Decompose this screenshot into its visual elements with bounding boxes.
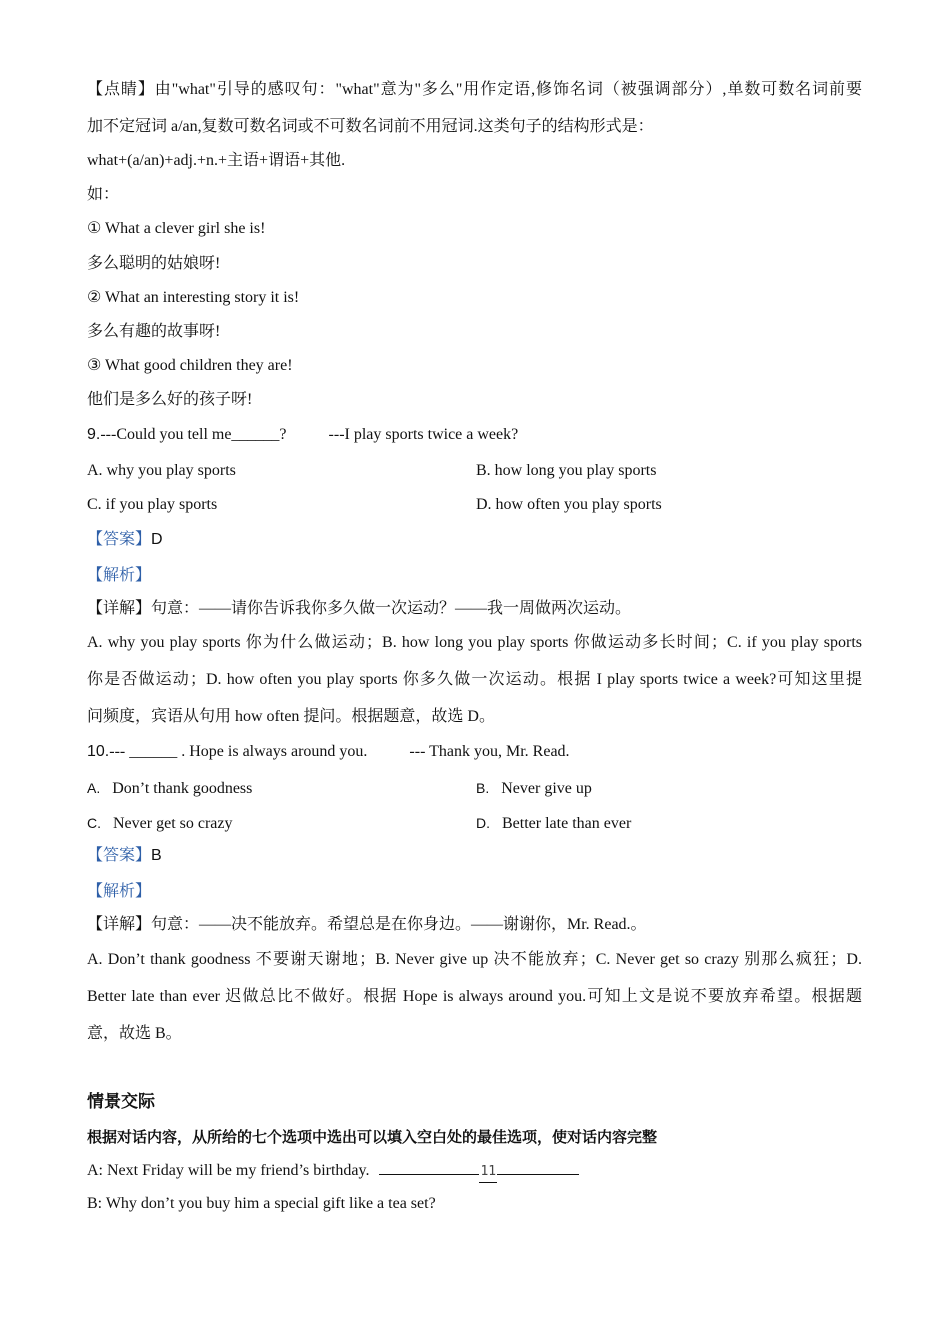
q10-detail-line-2: A. Don’t thank goodness 不要谢天谢地；B. Never give up 决不能放弃；C. Never get so crazy 别那么疯狂；D.	[87, 951, 862, 968]
example-3-en: ③ What good children they are!	[87, 357, 293, 374]
q9-stem: ---Could you tell me______?	[100, 426, 287, 443]
section-instruction: 根据对话内容，从所给的七个选项中选出可以填入空白处的最佳选项，使对话内容完整	[87, 1128, 658, 1146]
q9-answer	[87, 530, 163, 550]
q10-option-c-letter: C.	[87, 815, 101, 831]
q9-option-a[interactable]: A. why you play sports	[87, 462, 236, 479]
dialogue-line-a	[87, 1160, 579, 1183]
example-3-zh: 他们是多么好的孩子呀!	[87, 391, 253, 408]
q10-option-b-letter: B.	[476, 780, 490, 796]
q9-reply: ---I play sports twice a week?	[328, 426, 519, 443]
q10-detail-line-4: 意，故选 B。	[87, 1025, 182, 1042]
blank-11-left	[379, 1160, 479, 1175]
example-2-zh: 多么有趣的故事呀!	[87, 323, 221, 340]
q10-option-d-letter: D.	[476, 815, 490, 831]
q10-analysis-label: 【解析】	[87, 883, 152, 900]
q9-detail-line-2: A. why you play sports 你为什么做运动；B. how long you play sports 你做运动多长时间；C. if you play sports	[87, 634, 862, 651]
q10-answer-label: 【答案】	[87, 847, 152, 864]
blank-11-right	[497, 1160, 579, 1175]
q9-stem-line	[87, 425, 518, 445]
q9-option-b[interactable]: B. how long you play sports	[476, 462, 657, 479]
dianjing-line-1: 【点睛】由"what"引导的感叹句："what"意为"多么"用作定语,修饰名词（被强调部分）,单数可数名词前要	[87, 81, 862, 98]
example-1-en: ① What a clever girl she is!	[87, 220, 266, 237]
q10-number: 10.	[87, 743, 110, 760]
q10-reply: --- Thank you, Mr. Read.	[409, 743, 570, 760]
q10-stem: --- ______ . Hope is always around you.	[109, 743, 368, 760]
dianjing-line-3: what+(a/an)+adj.+n.+主语+谓语+其他.	[87, 152, 346, 169]
dianjing-line-2: 加不定冠词 a/an,复数可数名词或不可数名词前不用冠词.这类句子的结构形式是：	[87, 118, 654, 135]
q9-option-d[interactable]: D. how often you play sports	[476, 496, 662, 513]
q10-option-c[interactable]	[87, 813, 233, 834]
q10-option-a[interactable]	[87, 778, 252, 799]
dialogue-line-b: B: Why don’t you buy him a special gift like a tea set?	[87, 1195, 436, 1212]
q9-answer-label: 【答案】	[87, 531, 152, 548]
q10-stem-line	[87, 742, 570, 762]
dialogue-line-a-text: A: Next Friday will be my friend’s birthday.	[87, 1162, 370, 1179]
q10-answer	[87, 846, 162, 866]
blank-11-number[interactable]: 11	[479, 1162, 497, 1183]
q10-option-d-text: Better late than ever	[502, 815, 632, 832]
q9-detail-line-4: 问频度，宾语从句用 how often 提问。根据题意，故选 D。	[87, 708, 495, 725]
q10-detail-line-1: 【详解】句意：——决不能放弃。希望总是在你身边。——谢谢你，Mr. Read.。	[87, 916, 647, 933]
q10-option-a-letter: A.	[87, 780, 101, 796]
q9-option-c[interactable]: C. if you play sports	[87, 496, 218, 513]
q9-detail-line-1: 【详解】句意：——请你告诉我你多久做一次运动？——我一周做两次运动。	[87, 600, 632, 617]
q10-option-b[interactable]	[476, 778, 592, 799]
example-2-en: ② What an interesting story it is!	[87, 289, 300, 306]
q10-detail-line-3: Better late than ever 迟做总比不做好。根据 Hope is always around you.可知上文是说不要放弃希望。根据题	[87, 988, 862, 1005]
q10-option-a-text: Don’t thank goodness	[112, 780, 253, 797]
q10-option-d[interactable]	[476, 813, 631, 834]
q10-answer-value: B	[151, 847, 162, 864]
q9-answer-value: D	[151, 531, 163, 548]
q10-option-b-text: Never give up	[501, 780, 592, 797]
dianjing-ru: 如：	[87, 186, 120, 203]
section-title: 情景交际	[87, 1092, 155, 1112]
q9-analysis-label: 【解析】	[87, 567, 152, 584]
q9-number: 9.	[87, 426, 101, 443]
q10-option-c-text: Never get so crazy	[113, 815, 233, 832]
example-1-zh: 多么聪明的姑娘呀!	[87, 255, 221, 272]
q9-detail-line-3: 你是否做运动；D. how often you play sports 你多久做一次运动。根据 I play sports twice a week?可知这里提	[87, 671, 862, 688]
